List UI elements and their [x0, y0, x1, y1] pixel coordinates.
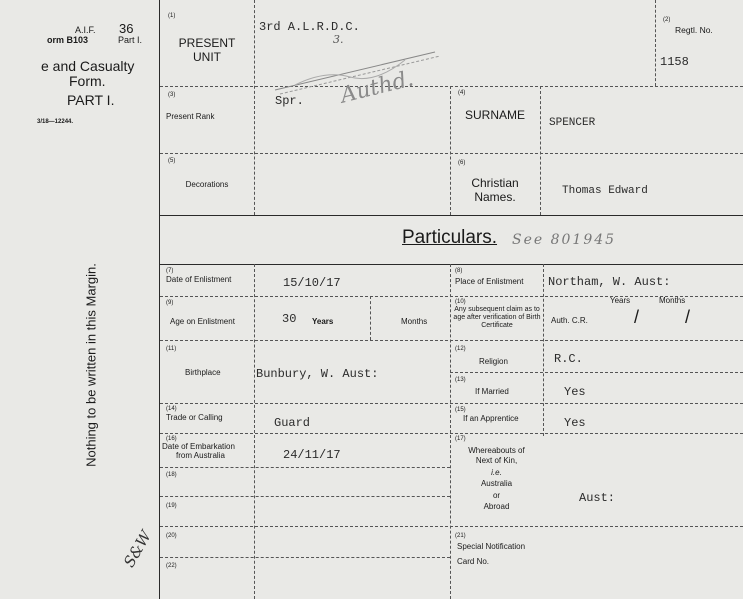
grid-col-3: [543, 264, 544, 436]
surname-label: SURNAME: [464, 108, 525, 122]
age-years: Years: [312, 317, 334, 326]
claim-auth: Auth. C.R.: [551, 316, 588, 325]
row-21-number: (21): [455, 533, 466, 539]
regtl-value: 1158: [660, 55, 689, 69]
rank-number: (3): [168, 92, 176, 98]
kin-label-6: Abroad: [483, 502, 510, 511]
row-18-number: (18): [166, 472, 177, 478]
age-label: Age on Enlistment: [170, 317, 235, 326]
row-9-number: (9): [166, 300, 174, 306]
apprentice-value: Yes: [564, 416, 586, 430]
row-line-20: [160, 557, 450, 558]
claim-slash-1: /: [634, 307, 640, 327]
row-10-number: (10): [455, 299, 466, 305]
row-19-number: (19): [166, 503, 177, 509]
row-16-number: (16): [166, 436, 177, 442]
unit-value-2: 3.: [333, 33, 344, 46]
unit-number: (1): [168, 13, 176, 19]
part-title: PART I.: [67, 92, 115, 108]
claim-label: Any subsequent claim as to age after verification of Birth Certificate: [453, 306, 541, 329]
enlistment-place-label: Place of Enlistment: [455, 277, 524, 286]
form-title-line-1: e and Casualty: [41, 58, 135, 74]
particulars-note: See 801945: [512, 232, 617, 248]
married-value: Yes: [564, 385, 586, 399]
special-label-1: Special Notification: [457, 542, 526, 551]
particulars-bottom: [160, 264, 743, 265]
form-left-border: [159, 0, 160, 599]
grid-col-age: [370, 296, 371, 340]
enlistment-date-value: 15/10/17: [283, 276, 341, 290]
print-code: 3/18—12244.: [37, 119, 74, 125]
surname-number: (4): [458, 90, 466, 96]
row-line-12: [450, 372, 743, 373]
row-20-number: (20): [166, 533, 177, 539]
claim-years: Years: [610, 296, 631, 305]
unit-label-2: UNIT: [193, 50, 221, 64]
regtl-label: Regtl. No.: [675, 25, 713, 35]
kin-label-4: Australia: [480, 479, 513, 488]
special-label-2: Card No.: [457, 557, 490, 566]
claim-months: Months: [659, 296, 686, 305]
form-code: orm B103: [47, 35, 89, 45]
top-col-regtl: [655, 0, 656, 86]
row-11-number: (11): [166, 346, 177, 352]
unit-value: 3rd A.L.R.D.C.: [259, 20, 360, 34]
enlistment-place-value: Northam, W. Aust:: [548, 275, 671, 289]
form-title-line-2: Form.: [69, 73, 106, 89]
kin-label-1: Whereabouts of: [468, 446, 525, 455]
row-8-number: (8): [455, 268, 463, 274]
embark-label-2: from Australia: [176, 451, 225, 460]
unit-label-1: PRESENT: [178, 36, 236, 50]
religion-label: Religion: [479, 357, 508, 366]
row-line-16: [160, 467, 450, 468]
rank-row-divider: [160, 153, 743, 154]
row-line-18: [160, 496, 450, 497]
left-margin: [0, 0, 158, 599]
aif-label: A.I.F.: [75, 25, 96, 35]
age-value: 30: [282, 312, 297, 326]
christian-label-1: Christian: [471, 176, 519, 190]
margin-note: Nothing to be written in this Margin.: [83, 263, 99, 467]
row-line-11: [160, 403, 743, 404]
row-line-7: [160, 296, 743, 297]
kin-label-3: i.e.: [491, 468, 502, 477]
kin-label-2: Next of Kin,: [475, 456, 518, 465]
christian-label-2: Names.: [474, 190, 516, 204]
enlistment-date-label: Date of Enlistment: [166, 275, 232, 284]
particulars-heading: Particulars.: [402, 227, 498, 248]
row-17-number: (17): [455, 436, 466, 442]
row-line-14: [160, 433, 743, 434]
row-22-number: (22): [166, 563, 177, 569]
rank-label: Present Rank: [166, 112, 215, 121]
row-13-number: (13): [455, 377, 466, 383]
decorations-label: Decorations: [185, 180, 229, 189]
religion-value: R.C.: [554, 352, 583, 366]
top-col-3: [540, 86, 541, 215]
apprentice-label: If an Apprentice: [463, 414, 519, 423]
surname-value: SPENCER: [549, 117, 596, 129]
part-code: Part I.: [118, 35, 143, 45]
decorations-number: (5): [168, 158, 176, 164]
rank-value: Spr.: [275, 94, 304, 108]
married-label: If Married: [475, 387, 509, 396]
birthplace-label: Birthplace: [185, 368, 221, 377]
trade-value: Guard: [274, 416, 311, 430]
kin-label-5: or: [492, 491, 501, 500]
row-7-number: (7): [166, 268, 174, 274]
embark-value: 24/11/17: [283, 448, 341, 462]
row-line-19: [160, 526, 743, 527]
aif-number: 36: [119, 21, 134, 36]
row-14-number: (14): [166, 406, 177, 412]
claim-slash-2: /: [685, 307, 691, 327]
top-block-bottom: [160, 215, 743, 216]
grid-col-1: [254, 264, 255, 599]
christian-number: (6): [458, 160, 466, 166]
row-12-number: (12): [455, 346, 466, 352]
row-line-9: [160, 340, 743, 341]
margin-signature: S&W: [119, 527, 156, 571]
row-15-number: (15): [455, 407, 466, 413]
birthplace-value: Bunbury, W. Aust:: [256, 367, 379, 381]
embark-label-1: Date of Embarkation: [162, 442, 235, 451]
kin-value: Aust:: [579, 491, 616, 505]
trade-label: Trade or Calling: [166, 413, 223, 422]
stamp-text: Authd.: [338, 66, 417, 109]
christian-value: Thomas Edward: [562, 185, 648, 197]
age-months: Months: [401, 317, 428, 326]
regtl-number: (2): [663, 17, 671, 23]
